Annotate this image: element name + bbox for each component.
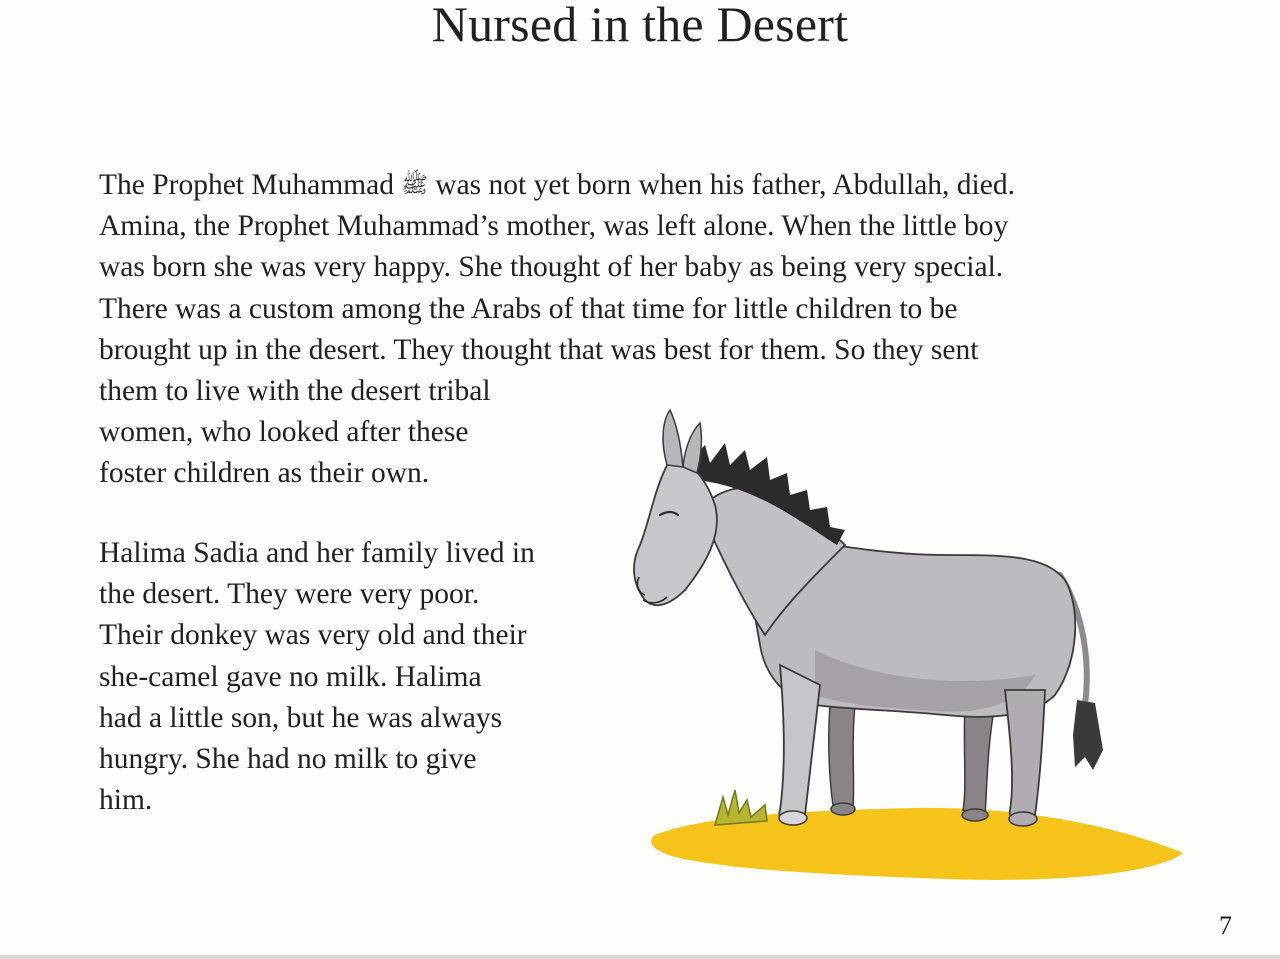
donkey-ear — [683, 423, 701, 473]
donkey-near-leg — [779, 665, 820, 824]
donkey-far-leg — [829, 705, 855, 807]
text-line — [99, 164, 1015, 206]
text-line: brought up in the desert. They thought that was best for them. So they sent — [99, 333, 979, 366]
text-line: Amina, the Prophet Muhammad’s mother, was left alone. When the little boy — [99, 210, 1009, 243]
donkey-ear — [663, 410, 683, 467]
text-line: There was a custom among the Arabs of that time for little children to be — [99, 292, 958, 325]
donkey-tail-tuft — [1073, 700, 1103, 770]
text-line-end: was not yet born when his father, Abdullah, died. — [435, 169, 1015, 201]
text-line: foster children as their own. — [99, 457, 430, 490]
page-bottom-edge — [0, 955, 1280, 959]
text-line: them to live with the desert tribal — [99, 375, 491, 408]
donkey-near-leg — [1005, 690, 1045, 824]
text-line: Their donkey was very old and their — [99, 619, 527, 652]
text-line: Halima Sadia and her family lived in — [99, 537, 535, 569]
donkey-hoof — [779, 811, 807, 825]
donkey-illustration — [615, 405, 1195, 890]
donkey-far-leg — [963, 705, 995, 815]
text-line: she-camel gave no milk. Halima — [99, 660, 482, 693]
text-line-start: The Prophet Muhammad — [99, 169, 394, 201]
text-line: the desert. They were very poor. — [99, 578, 480, 611]
page-number: 7 — [1219, 911, 1232, 940]
donkey-head — [634, 459, 717, 605]
story-paragraph-2 — [99, 533, 535, 821]
text-line: women, who looked after these — [99, 416, 469, 449]
text-line: him. — [99, 784, 153, 817]
text-line: hungry. She had no milk to give — [99, 743, 477, 776]
donkey-hoof — [831, 803, 855, 815]
honorific-symbol: ﷺ — [401, 172, 428, 197]
grass-tuft — [715, 790, 767, 825]
text-line: had a little son, but he was always — [99, 701, 503, 734]
donkey-hoof — [962, 809, 988, 821]
page-title: Nursed in the Desert — [431, 0, 849, 52]
text-line: was born she was very happy. She thought of her baby as being very special. — [99, 251, 1004, 284]
donkey-hoof — [1009, 812, 1037, 826]
